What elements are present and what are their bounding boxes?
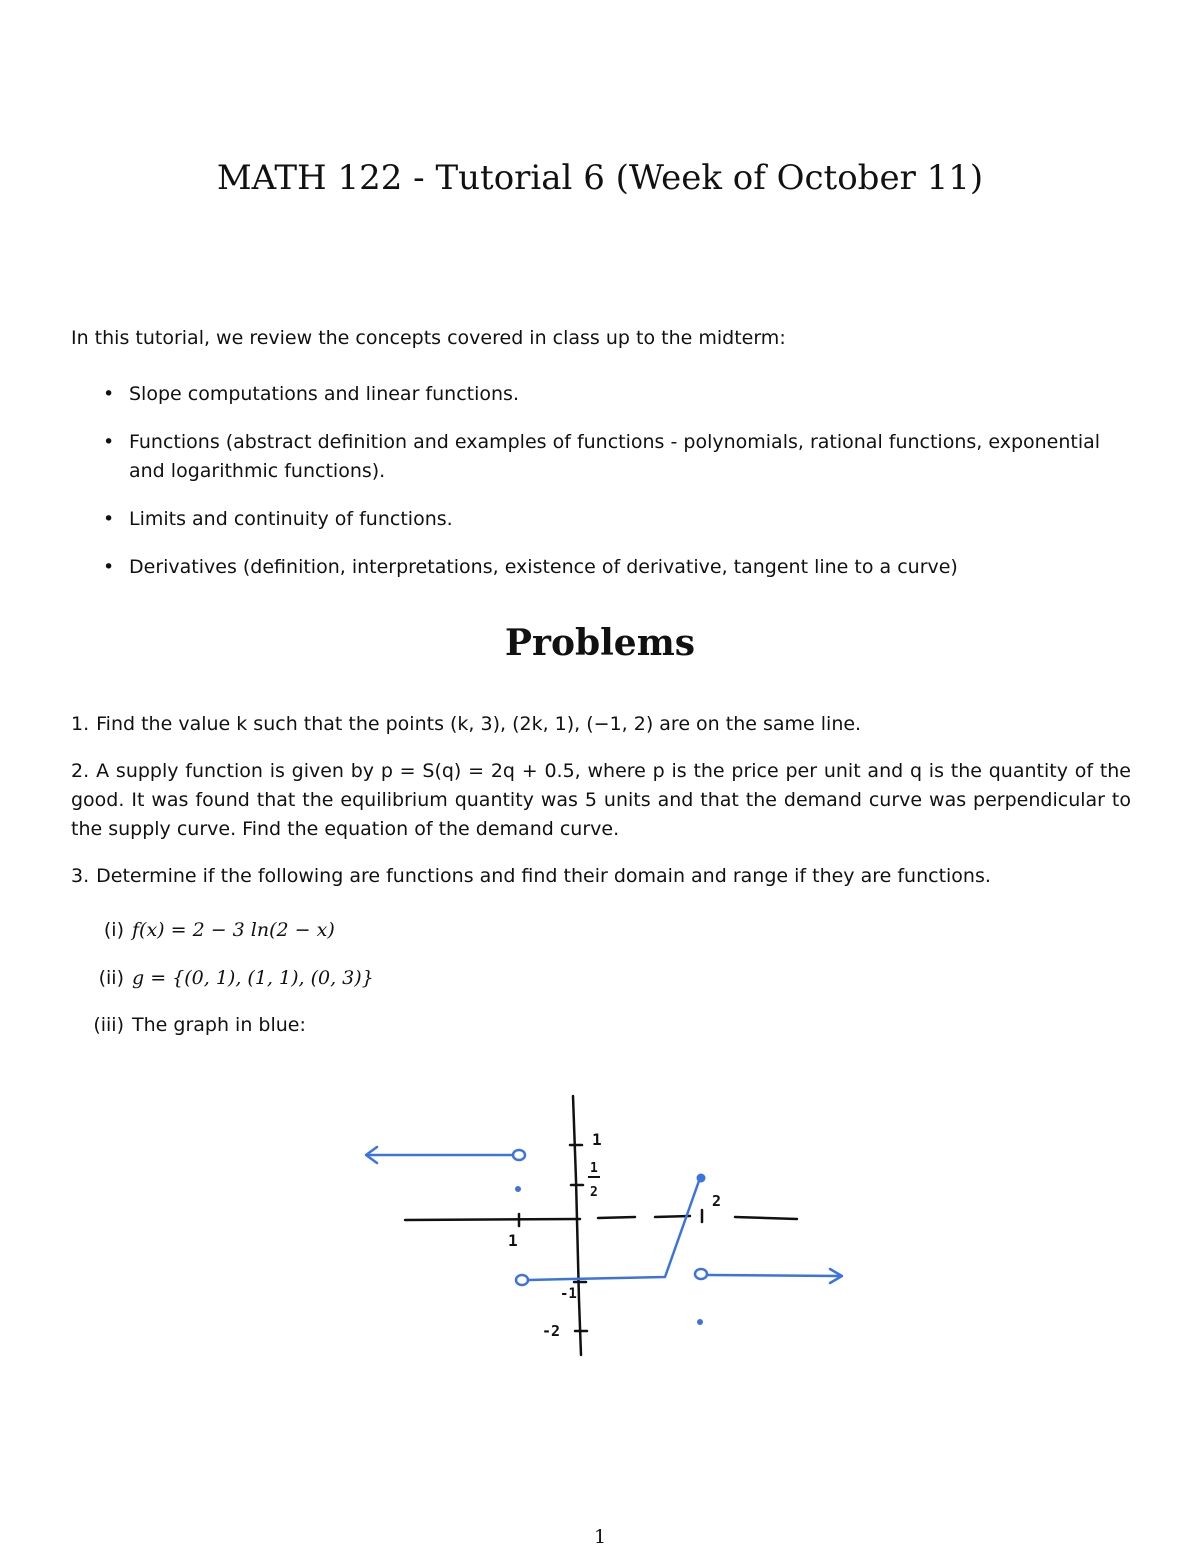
right-ray xyxy=(707,1275,840,1276)
label-x-2: 2 xyxy=(712,1192,722,1210)
closed-point-neg1-half xyxy=(515,1186,521,1192)
problem-1 xyxy=(71,710,1131,739)
label-y-half-num: 1 xyxy=(590,1161,598,1176)
problem-number: 3. xyxy=(71,865,90,887)
problem-text: A supply function is given by p = S(q) = 2q + 0.5, where p is the price per unit and q is the quantity of the good. It was found that the equilibrium quantity was 5 units and that the demand curve was perpendicular to the supply curve. Find the equation of the demand curve. xyxy=(71,760,1131,840)
label-y-neg1: -1 xyxy=(560,1286,577,1302)
subpart-text: g = {(0, 1), (1, 1), (0, 3)} xyxy=(132,967,374,989)
label-y-neg2: -2 xyxy=(542,1322,561,1340)
subpart-text: The graph in blue: xyxy=(132,1014,306,1036)
label-y-half-den: 2 xyxy=(590,1185,598,1200)
open-point-right xyxy=(695,1269,707,1279)
page-title: MATH 122 - Tutorial 6 (Week of October 11) xyxy=(216,158,984,198)
problem-text: Determine if the following are functions and find their domain and range if they are functions. xyxy=(96,865,991,887)
topic-item: • Slope computations and linear functions. xyxy=(100,380,1132,409)
open-point-left-top xyxy=(513,1150,525,1160)
axis-ticks xyxy=(519,1145,702,1331)
y-axis xyxy=(573,1096,581,1355)
graph-drawing xyxy=(350,1085,870,1375)
label-x-neg1: 1 xyxy=(508,1231,518,1250)
subpart-i xyxy=(78,916,335,945)
closed-point-2-neg2 xyxy=(697,1319,703,1325)
subpart-label: (i) xyxy=(103,919,124,941)
topics-list xyxy=(100,380,1132,601)
x-axis xyxy=(405,1216,797,1220)
middle-segment xyxy=(528,1178,700,1280)
problem-3 xyxy=(71,862,1131,891)
subpart-iii xyxy=(78,1011,306,1040)
closed-points xyxy=(515,1174,706,1326)
topic-item: • Derivatives (definition, interpretations, existence of derivative, tangent line to a curve) xyxy=(100,553,1132,582)
intro-text: In this tutorial, we review the concepts covered in class up to the midterm: xyxy=(71,327,786,349)
problem-number: 1. xyxy=(71,713,90,735)
label-y-1: 1 xyxy=(592,1130,602,1149)
subpart-label: (ii) xyxy=(98,967,124,989)
topic-item: • Limits and continuity of functions. xyxy=(100,505,1132,534)
topic-item: • Functions (abstract definition and examples of functions - polynomials, rational functions, exponential and logarithmic functions). xyxy=(100,428,1132,486)
blue-curve xyxy=(366,1147,842,1285)
open-point-middle-left xyxy=(516,1275,528,1285)
problem-number: 2. xyxy=(71,760,90,782)
subpart-label: (iii) xyxy=(93,1014,124,1036)
problem-text: Find the value k such that the points (k, 3), (2k, 1), (−1, 2) are on the same line. xyxy=(96,713,862,735)
subpart-text: f(x) = 2 − 3 ln(2 − x) xyxy=(132,919,335,941)
page-number: 1 xyxy=(593,1526,607,1548)
section-title-problems: Problems xyxy=(504,622,696,664)
problem-2 xyxy=(71,757,1131,844)
subpart-ii xyxy=(78,964,374,993)
closed-point-top xyxy=(697,1174,706,1183)
